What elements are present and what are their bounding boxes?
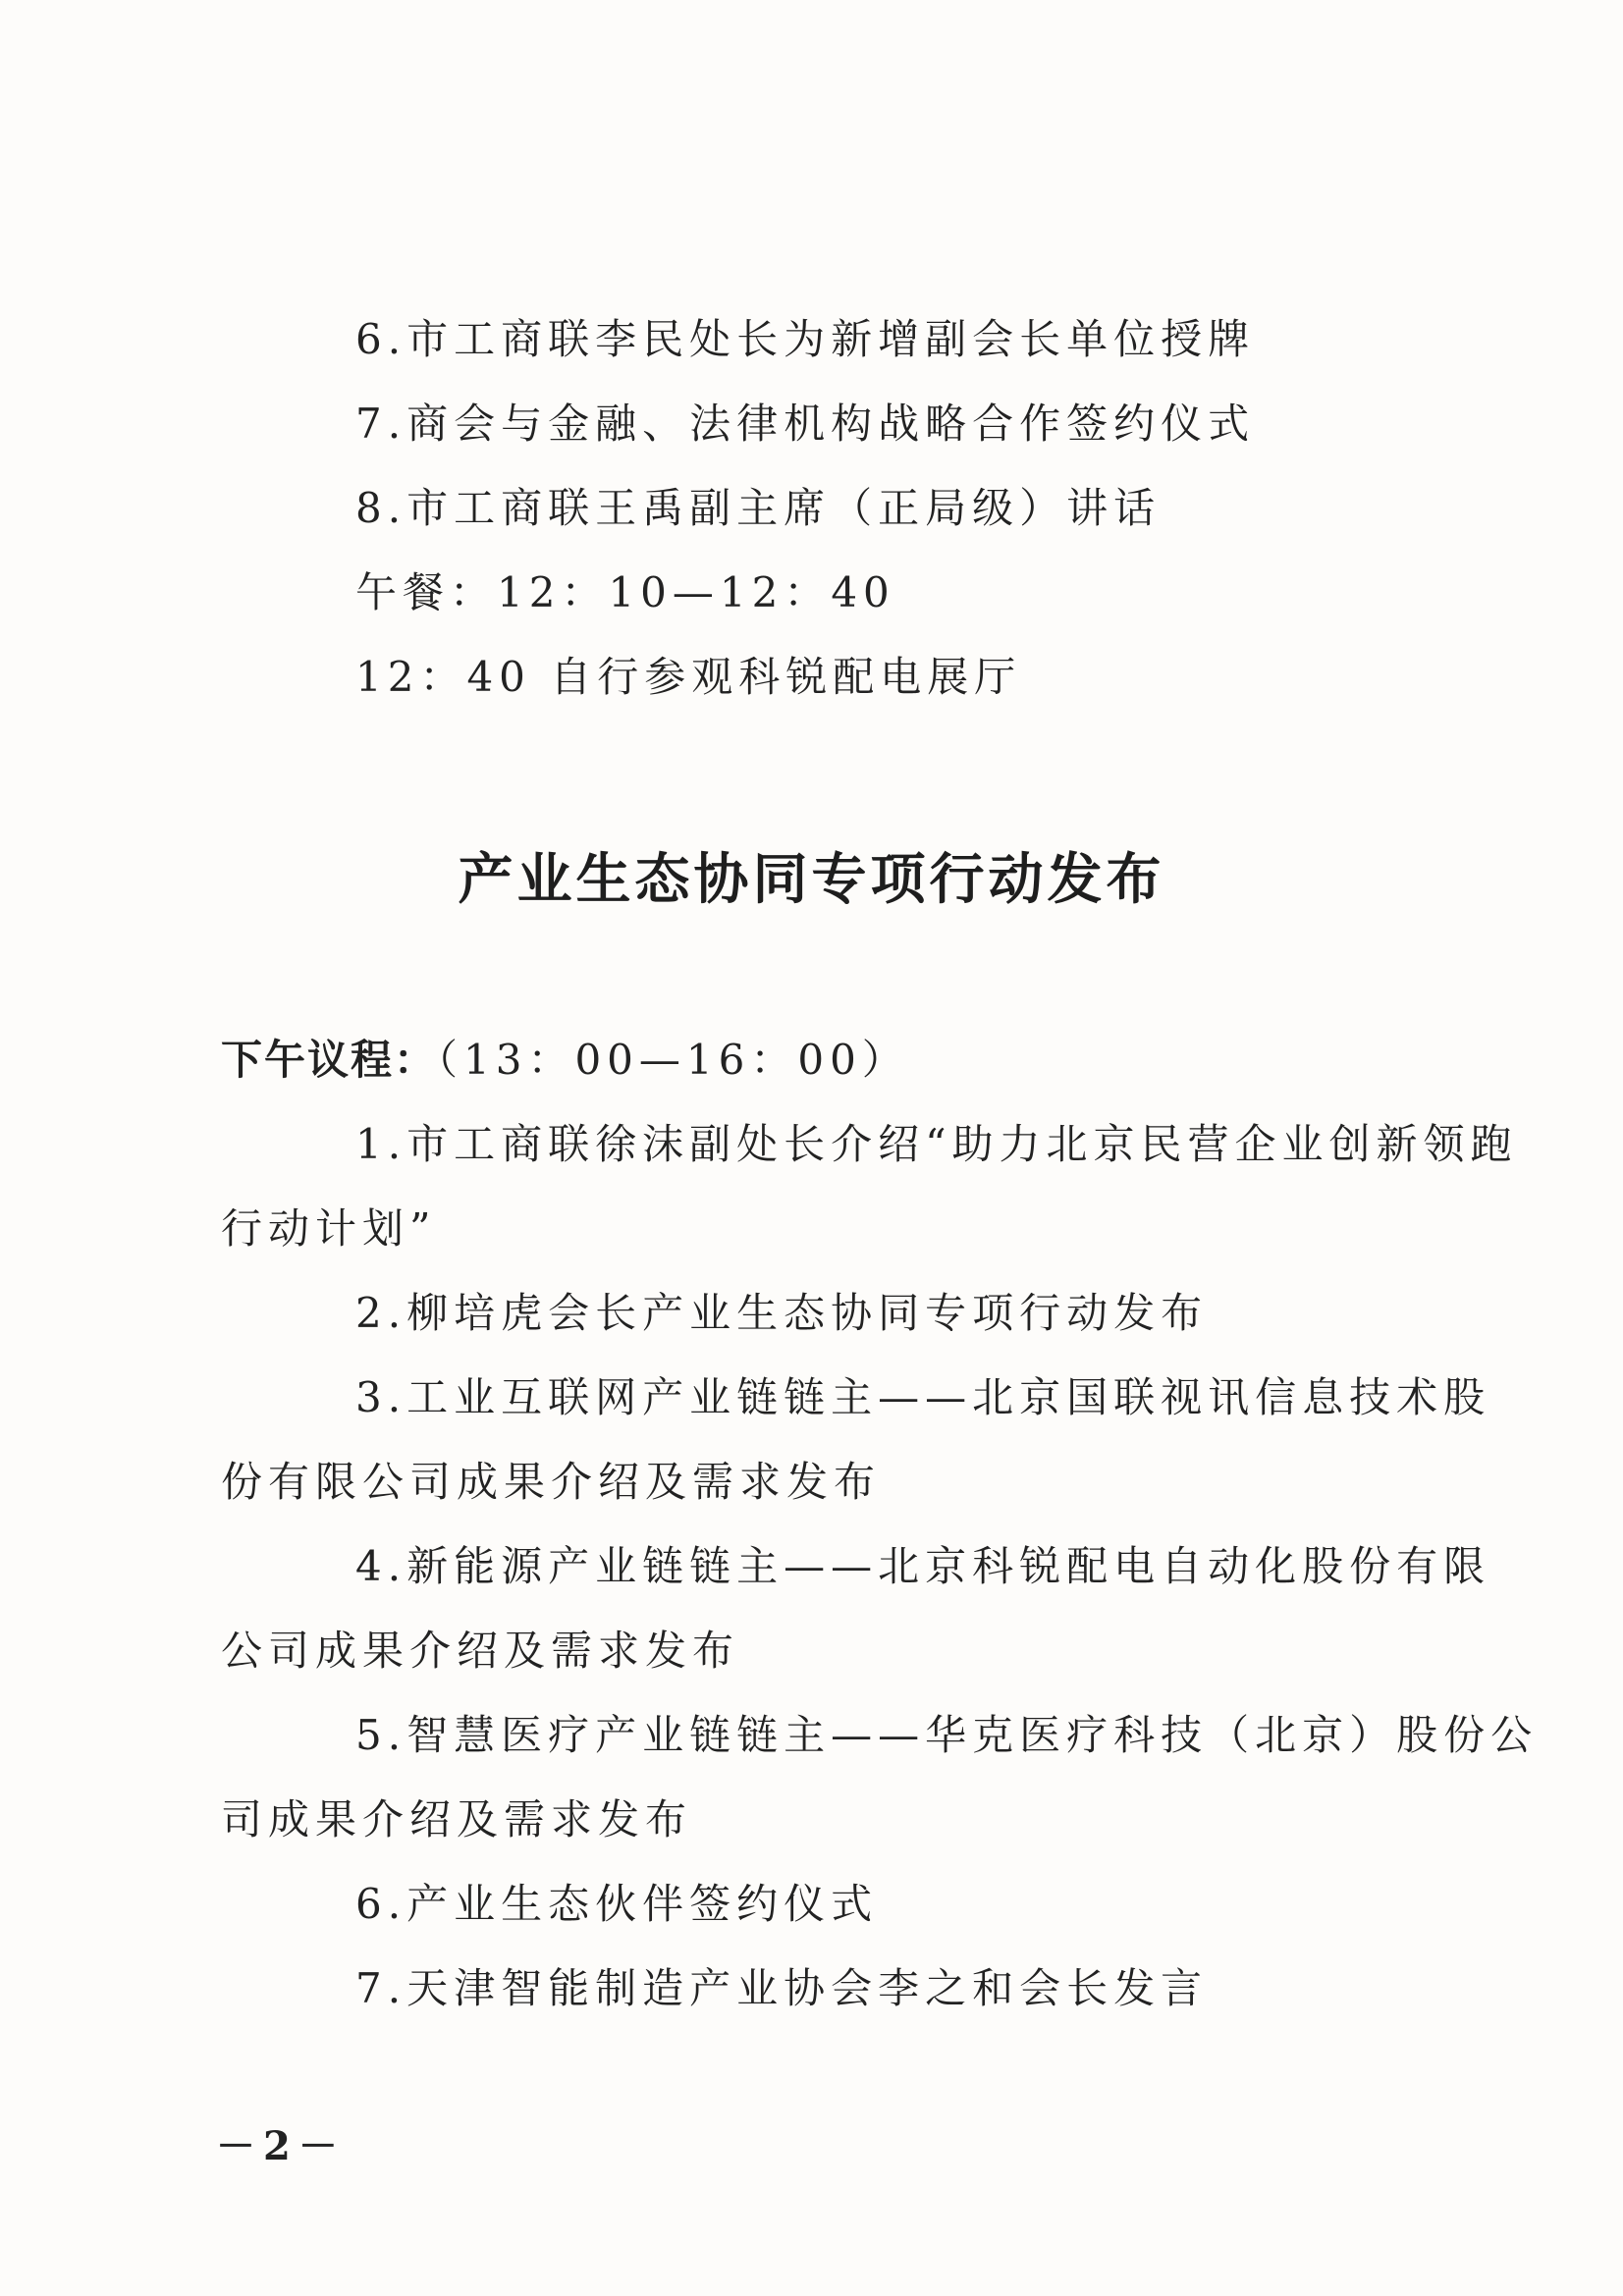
section-title: 产业生态协同专项行动发布 [458,848,1165,912]
afternoon-item-4-cont: 公司成果介绍及需求发布 [221,1627,740,1675]
afternoon-agenda-label: 下午议程： [221,1036,438,1084]
afternoon-item-3-cont: 份有限公司成果介绍及需求发布 [221,1458,882,1506]
afternoon-agenda-time: （13：00—16：00） [437,1036,909,1084]
morning-item-8: 8.市工商联王禹副主席（正局级）讲话 [355,484,1162,532]
morning-item-6: 6.市工商联李民处长为新增副会长单位授牌 [355,315,1256,363]
afternoon-item-6: 6.产业生态伙伴签约仪式 [355,1880,879,1928]
afternoon-item-1: 1.市工商联徐沫副处长介绍“助力北京民营企业创新领跑 [355,1120,1518,1168]
afternoon-item-5: 5.智慧医疗产业链链主——华克医疗科技（北京）股份公 [355,1711,1539,1759]
afternoon-item-7: 7.天津智能制造产业协会李之和会长发言 [355,1964,1209,2012]
lunch-time: 午餐：12：10—12：40 [355,568,895,616]
page-number: －2－ [216,2123,346,2169]
afternoon-item-3: 3.工业互联网产业链链主——北京国联视讯信息技术股 [355,1373,1491,1421]
afternoon-agenda-heading [221,1035,909,1086]
afternoon-item-2: 2.柳培虎会长产业生态协同专项行动发布 [355,1289,1209,1337]
afternoon-item-4: 4.新能源产业链链主——北京科锐配电自动化股份有限 [355,1542,1491,1590]
exhibition-visit: 12：40 自行参观科锐配电展厅 [355,653,1022,701]
morning-item-7: 7.商会与金融、法律机构战略合作签约仪式 [355,400,1256,448]
afternoon-item-1-cont: 行动计划” [221,1204,437,1253]
afternoon-item-5-cont: 司成果介绍及需求发布 [221,1795,693,1843]
